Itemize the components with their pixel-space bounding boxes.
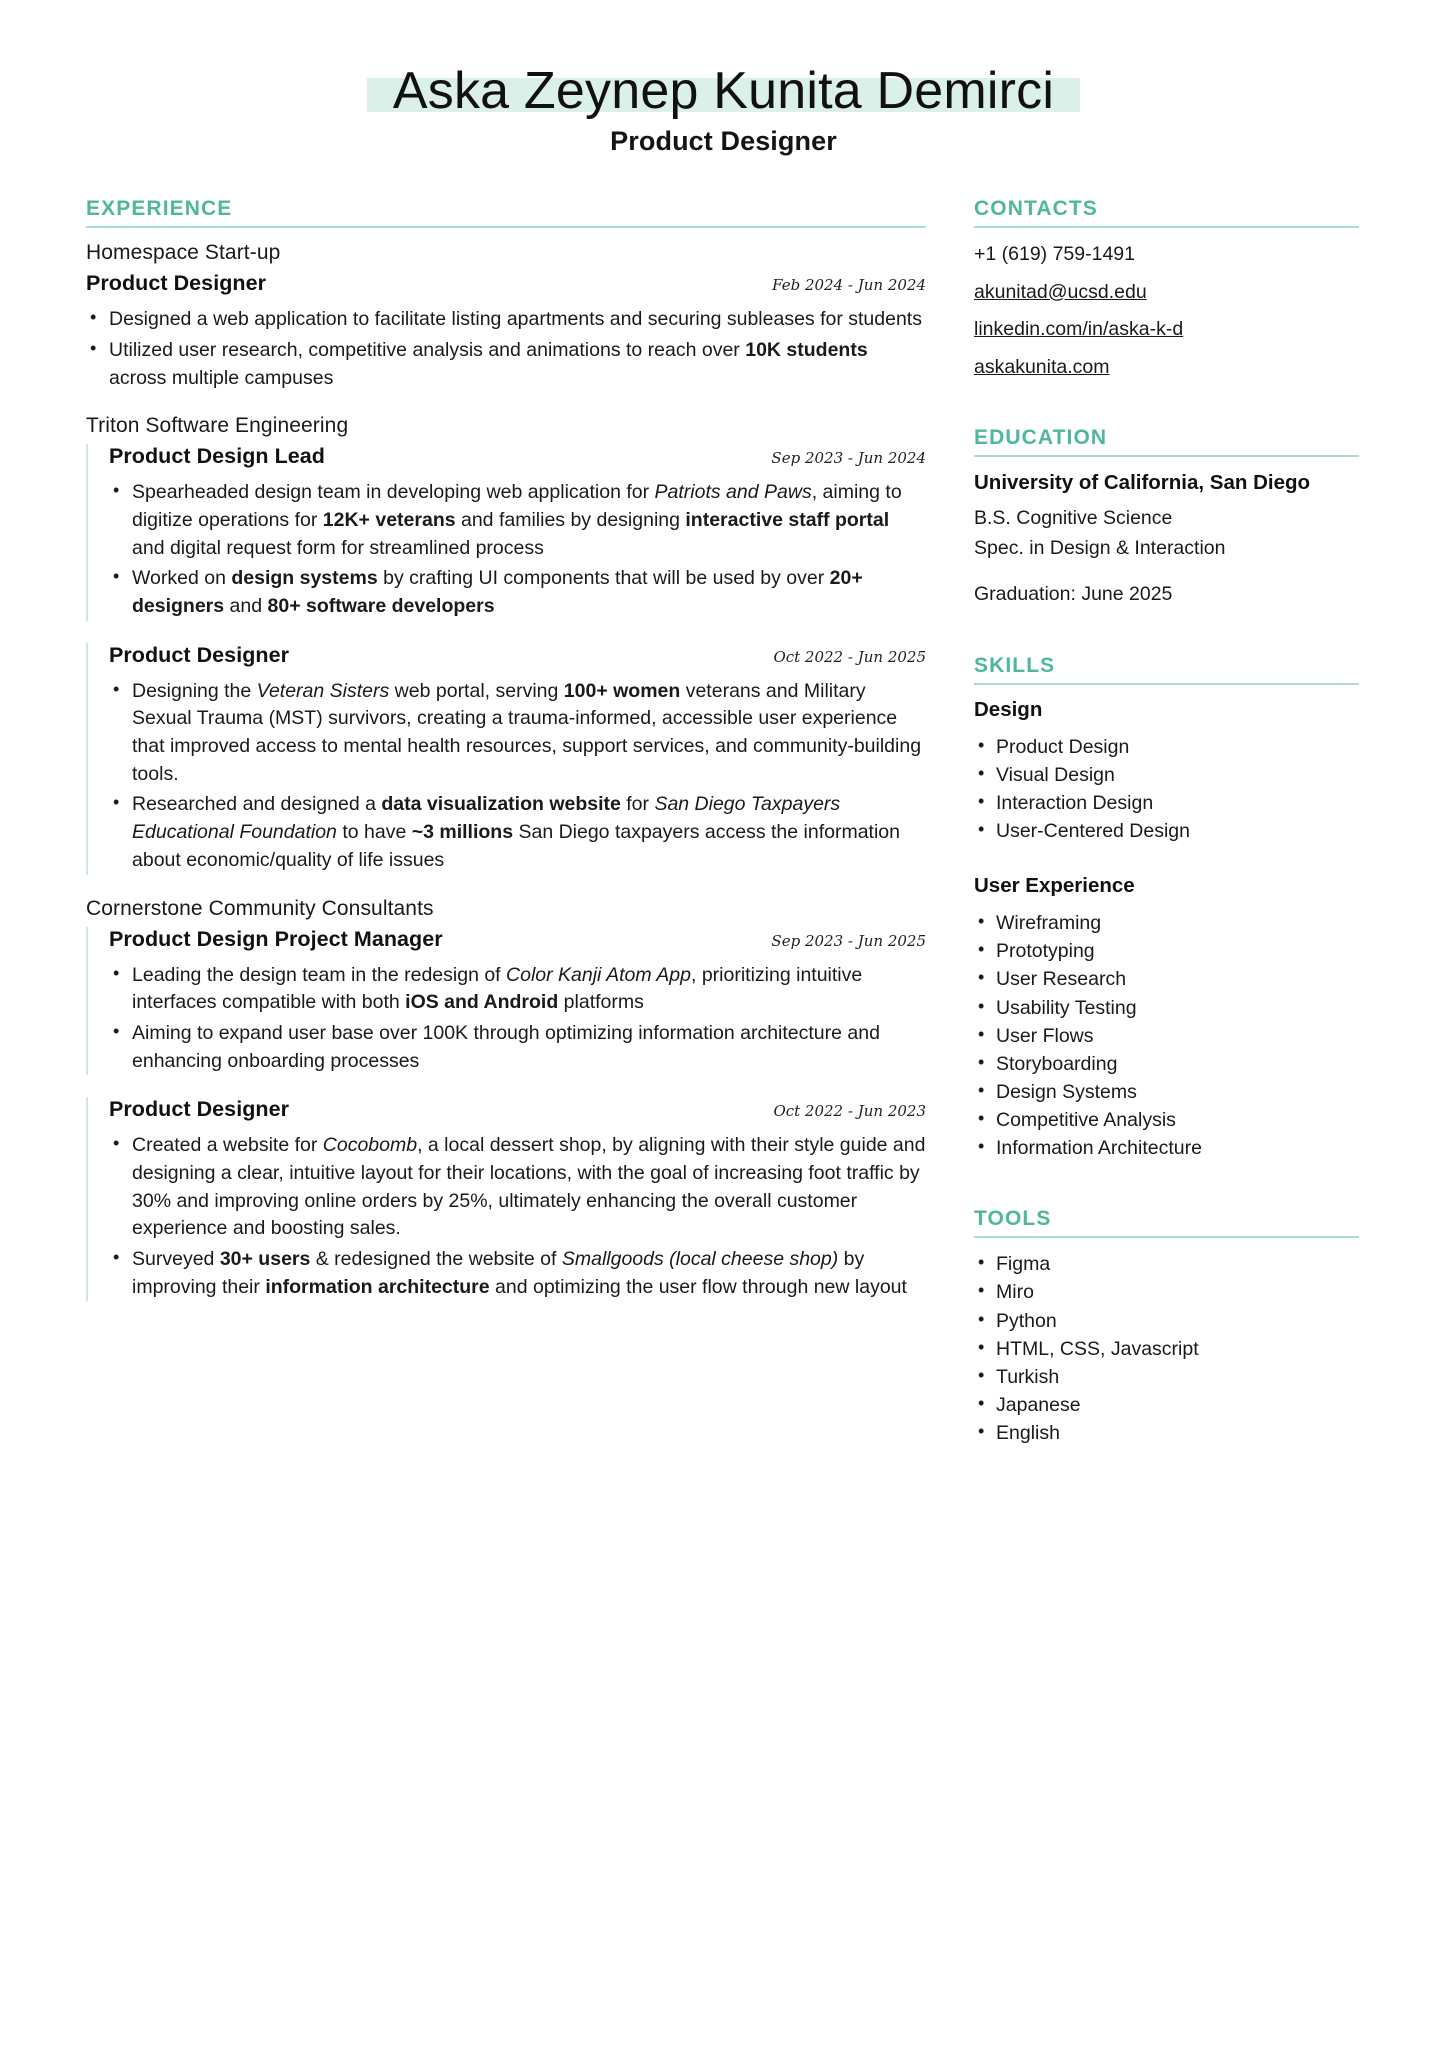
emphasis-strong: 30+ users — [219, 1248, 311, 1271]
skill-item: • Prototyping — [974, 938, 1359, 964]
contacts-section-title: CONTACTS — [974, 197, 1098, 221]
emphasis-strong: ~3 millions — [411, 821, 514, 844]
skill-item: • Storyboarding — [974, 1051, 1359, 1077]
education-section — [974, 426, 1359, 607]
job-header — [86, 271, 926, 296]
text-run: Designed a web application to facilitate listing apartments and securing subleases for students — [109, 308, 922, 331]
emphasis-italic: Veteran Sisters — [256, 679, 390, 702]
text-run: Aiming to expand user base over 100K through optimizing information architecture and enhancing onboarding processes — [132, 1021, 880, 1072]
experience-org-group — [86, 241, 926, 392]
experience-org-group — [86, 897, 926, 1302]
job-date-range: Oct 2022 - Jun 2025 — [773, 647, 926, 666]
job-bullet — [109, 962, 926, 1017]
job-entry — [86, 927, 926, 1076]
emphasis-italic: Patriots and Paws — [654, 481, 812, 504]
contacts-section-rule — [974, 226, 1359, 228]
skill-item: • Interaction Design — [974, 790, 1359, 816]
name-wrapper — [367, 62, 1080, 120]
job-entry — [86, 271, 926, 392]
skill-item: • Competitive Analysis — [974, 1107, 1359, 1133]
tool-item: • Python — [974, 1308, 1359, 1334]
text-run: veterans and Military Sexual Trauma (MST) survivors, creating a trauma-informed, accessible user experience that improved access to mental health resources, support services, and community-building tools. — [132, 679, 922, 785]
job-date-range: Sep 2023 - Jun 2024 — [771, 449, 926, 468]
emphasis-strong: 12K+ veterans — [322, 508, 456, 531]
skills-section — [974, 654, 1359, 1162]
left-column — [86, 197, 926, 1323]
emphasis-italic: San Diego Taxpayers Educational Foundation — [132, 793, 841, 844]
tool-item: • Turkish — [974, 1364, 1359, 1390]
job-bullet-list — [109, 479, 926, 620]
tools-section — [974, 1207, 1359, 1446]
job-date-range: Oct 2022 - Jun 2023 — [773, 1102, 926, 1121]
experience-body — [86, 241, 926, 1301]
skill-item: • Usability Testing — [974, 995, 1359, 1021]
emphasis-strong: information architecture — [265, 1275, 490, 1298]
skill-group — [974, 698, 1359, 845]
job-bullet — [109, 565, 926, 620]
experience-section — [86, 197, 926, 1301]
skill-list — [974, 910, 1359, 1161]
emphasis-strong: 10K students — [745, 338, 868, 361]
job-bullet — [109, 1132, 926, 1243]
job-header — [109, 1097, 926, 1122]
education-specialization: Spec. in Design & Interaction — [974, 536, 1226, 559]
text-run: by improving their — [132, 1248, 865, 1298]
employer-name: Cornerstone Community Consultants — [86, 896, 434, 920]
skill-group-title: Design — [974, 697, 1043, 721]
tools-list — [974, 1251, 1359, 1446]
emphasis-italic: Cocobomb — [322, 1134, 418, 1157]
tool-item: • Miro — [974, 1279, 1359, 1305]
text-run: across multiple campuses — [109, 366, 334, 389]
job-title: Product Design Lead — [109, 444, 325, 469]
skill-item: • User Research — [974, 966, 1359, 992]
job-bullet — [109, 678, 926, 789]
job-entry — [86, 1097, 926, 1301]
job-title: Product Designer — [109, 1097, 290, 1122]
text-run: & redesigned the website of — [310, 1248, 562, 1271]
employer-name: Triton Software Engineering — [86, 414, 349, 438]
job-bullet — [109, 479, 926, 562]
professional-headline: Product Designer — [610, 126, 837, 157]
emphasis-strong: 80+ software developers — [267, 595, 495, 618]
job-bullet-list — [109, 1132, 926, 1301]
skill-group-title: User Experience — [974, 874, 1135, 898]
skill-item: • Information Architecture — [974, 1135, 1359, 1161]
emphasis-italic: Color Kanji Atom App — [506, 963, 691, 986]
education-section-title: EDUCATION — [974, 426, 1108, 450]
job-bullet — [109, 1020, 926, 1075]
text-run: by crafting UI components that will be used by over — [377, 567, 830, 590]
text-run: Researched and designed a — [132, 793, 382, 816]
job-bullet — [109, 1246, 926, 1301]
job-entry — [86, 643, 926, 875]
right-column — [974, 197, 1359, 1492]
contact-phone: +1 (619) 759-1491 — [974, 243, 1135, 266]
employer-name: Homespace Start-up — [86, 241, 281, 265]
contacts-section — [974, 197, 1359, 380]
job-date-range: Sep 2023 - Jun 2025 — [771, 931, 926, 950]
text-run: Utilized user research, competitive analysis and animations to reach over — [109, 338, 746, 361]
text-run: Created a website for — [132, 1134, 323, 1157]
job-date-range: Feb 2024 - Jun 2024 — [772, 276, 926, 295]
emphasis-strong: 20+ designers — [132, 567, 863, 618]
skill-item: • User-Centered Design — [974, 818, 1359, 844]
emphasis-strong: design systems — [231, 567, 378, 590]
job-entry — [86, 444, 926, 620]
skill-item: • Design Systems — [974, 1079, 1359, 1105]
job-title: Product Designer — [109, 642, 290, 667]
education-graduation: Graduation: June 2025 — [974, 582, 1173, 605]
emphasis-strong: interactive staff portal — [685, 508, 890, 531]
text-run: and families by designing — [455, 508, 686, 531]
text-run: Worked on — [132, 567, 232, 590]
text-run: and — [224, 595, 268, 618]
text-run: platforms — [558, 991, 644, 1014]
skill-item: • User Flows — [974, 1023, 1359, 1049]
resume-columns — [86, 197, 1361, 1492]
job-bullet-list — [109, 678, 926, 875]
tool-item: • Japanese — [974, 1392, 1359, 1418]
resume-header — [86, 62, 1361, 157]
tool-item: • HTML, CSS, Javascript — [974, 1336, 1359, 1362]
job-header — [109, 643, 926, 668]
tools-section-title: TOOLS — [974, 1207, 1052, 1231]
text-run: San Diego taxpayers access the information about economic/quality of life issues — [132, 821, 900, 871]
education-degree: B.S. Cognitive Science — [974, 506, 1173, 529]
skill-item: • Wireframing — [974, 910, 1359, 936]
text-run: Spearheaded design team in developing web application for — [132, 481, 655, 504]
skills-section-title: SKILLS — [974, 653, 1056, 677]
skill-list — [974, 734, 1359, 845]
skills-body — [974, 698, 1359, 1162]
education-section-rule — [974, 455, 1359, 457]
job-header — [109, 444, 926, 469]
text-run: , a local dessert shop, by aligning with their style guide and designing a clear, intuitive layout for their locations, with the goal of increasing foot traffic by 30% and improving online orders by 25%, ultimately enhancing the overall customer experience and boosting sales. — [132, 1134, 926, 1240]
text-run: for — [620, 793, 655, 816]
emphasis-strong: iOS and Android — [405, 991, 559, 1014]
tools-section-rule — [974, 1236, 1359, 1238]
text-run: and digital request form for streamlined process — [132, 536, 544, 559]
job-title: Product Designer — [86, 271, 267, 296]
contact-link[interactable]: akunitad@ucsd.edu — [974, 280, 1147, 303]
experience-section-rule — [86, 226, 926, 228]
experience-org-group — [86, 414, 926, 874]
skill-item: • Visual Design — [974, 762, 1359, 788]
contacts-list — [974, 241, 1359, 380]
text-run: Surveyed — [132, 1248, 220, 1271]
job-bullet — [86, 306, 926, 334]
text-run: and optimizing the user flow through new layout — [489, 1275, 907, 1298]
education-school: University of California, San Diego — [974, 471, 1311, 495]
text-run: to have — [336, 821, 412, 844]
contact-link[interactable]: linkedin.com/in/aska-k-d — [974, 318, 1184, 341]
full-name: Aska Zeynep Kunita Demirci — [392, 62, 1055, 120]
text-run: web portal, serving — [389, 679, 564, 702]
contact-link[interactable]: askakunita.com — [974, 355, 1110, 378]
skill-item: • Product Design — [974, 734, 1359, 760]
emphasis-strong: data visualization website — [381, 793, 621, 816]
tool-item: • English — [974, 1420, 1359, 1446]
text-run: , prioritizing intuitive interfaces compatible with both — [132, 963, 863, 1014]
text-run: Designing the — [132, 679, 257, 702]
experience-section-title: EXPERIENCE — [86, 197, 233, 221]
job-title: Product Design Project Manager — [109, 926, 443, 951]
text-run: Leading the design team in the redesign of — [132, 963, 507, 986]
tool-item: • Figma — [974, 1251, 1359, 1277]
skills-section-rule — [974, 683, 1359, 685]
emphasis-italic: Smallgoods (local cheese shop) — [561, 1248, 839, 1271]
emphasis-strong: 100+ women — [563, 679, 681, 702]
text-run: , aiming to digitize operations for — [132, 481, 902, 531]
job-header — [109, 927, 926, 952]
job-bullet — [86, 337, 926, 392]
skill-group — [974, 874, 1359, 1161]
job-bullet — [109, 791, 926, 874]
job-bullet-list — [109, 962, 926, 1076]
job-bullet-list — [86, 306, 926, 392]
